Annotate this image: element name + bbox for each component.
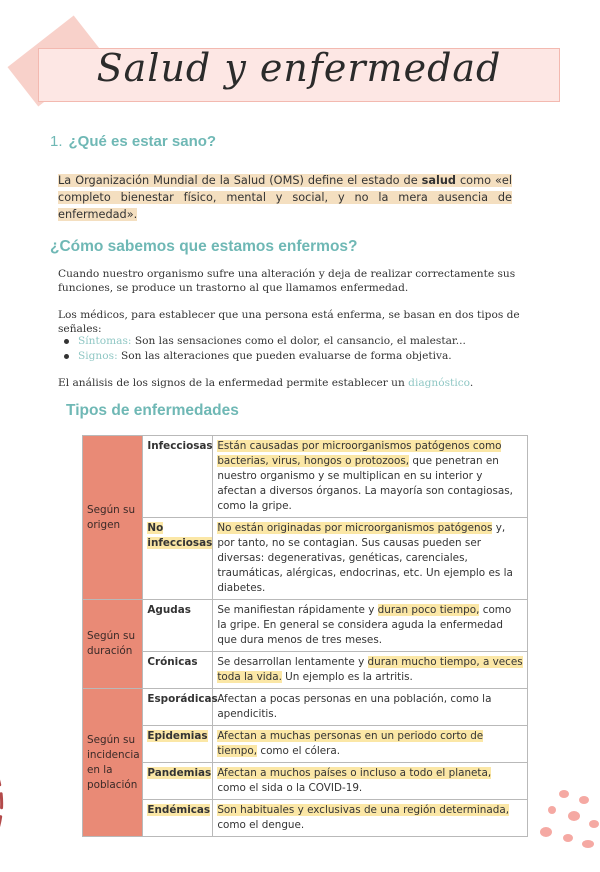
type-name [143,763,213,800]
type-name [143,518,213,600]
list-text: Son las sensaciones como el dolor, el cansancio, el malestar... [131,335,466,347]
category-duracion: Según su duración [83,600,143,689]
description-text: y, por tanto, no se contagian. Sus causas pueden ser diversas: degenerativas, genéticas, carenciales, traumáticas, alérgicas, endocrinas, etc. Un ejemplo es la diabetes. [217,522,513,594]
table-row [83,600,528,652]
highlighted-text: Afectan a muchos países o incluso a todo el planeta, [217,767,492,779]
diagnostico-text: El análisis de los signos de la enfermedad permite establecer un [58,377,409,389]
list-item [62,334,466,349]
signals-list [62,334,466,364]
description-text: que penetran en nuestro organismo y se multiplican en su interior y afectan a diversos órganos. La mayoría son contagiosas, como la gripe. [217,455,513,512]
type-description [213,800,528,837]
description-text: como el sida o la COVID-19. [217,782,363,794]
section-title: ¿Qué es estar sano? [68,133,217,150]
disease-types-table [82,435,528,837]
list-text: Son las alteraciones que pueden evaluarse de forma objetiva. [117,350,452,362]
type-description [213,763,528,800]
category-incidencia: Según su incidencia en la población [83,689,143,837]
type-description [213,600,528,652]
type-description [213,518,528,600]
table-row [83,436,528,518]
list-term: Signos: [78,350,118,362]
type-description: Afectan a pocas personas en una población, como la apendicitis. [213,689,528,726]
table-row [83,689,528,726]
type-name [143,800,213,837]
highlighted-text: Endémicas [147,804,211,816]
diagnostico-term: diagnóstico [408,377,470,389]
type-name: Infecciosas [143,436,213,518]
highlighted-text: Son habituales y exclusivas de una región determinada, [217,804,510,816]
category-origen: Según su origen [83,436,143,600]
type-name: Crónicas [143,652,213,689]
highlighted-text: duran poco tiempo, [377,604,480,616]
table-row [83,652,528,689]
list-term: Síntomas: [78,335,132,347]
table-row [83,763,528,800]
diagnostico-end: . [469,377,474,389]
section-number: 1. [50,133,63,150]
table-row [83,800,528,837]
decorative-arc [0,712,50,872]
highlighted-text: Pandemias [147,767,212,779]
paragraph-senales: Los médicos, para establecer que una persona está enferma, se basan en dos tipos de señales: [58,309,520,335]
description-text: como el cólera. [257,745,341,757]
type-description [213,652,528,689]
section-heading-2: ¿Cómo sabemos que estamos enfermos? [50,238,358,255]
table-row [83,726,528,763]
highlighted-text: duran mucho tiempo, a veces toda la vida. [217,656,523,683]
page-title: Salud y enfermedad [96,46,502,90]
type-description [213,436,528,518]
definition-text: La Organización Mundial de la Salud (OMS) define el estado de [58,174,422,187]
description-text: Un ejemplo es la artritis. [281,671,413,683]
section-heading-1 [50,133,216,150]
bullet-icon [64,354,69,359]
paragraph-diagnostico [58,376,528,390]
highlighted-text: No infecciosas [147,522,213,549]
section-heading-3: Tipos de enfermedades [66,402,239,419]
highlighted-text: No están originadas por microorganismos patógenos [217,522,493,534]
highlighted-text: Epidemias [147,730,208,742]
description-text: como la gripe. En general se considera aguda la enfermedad que dura menos de tres meses. [217,604,512,646]
definition-text-end: como «el completo bienestar físico, mental y social, y no la mera ausencia de enfermedad». [58,174,512,221]
bullet-icon [64,339,69,344]
description-text: Se manifiestan rápidamente y [217,604,378,616]
type-name [143,726,213,763]
definition-bold: salud [421,174,456,187]
type-name: Esporádicas [143,689,213,726]
description-text: Se desarrollan lentamente y [217,656,368,668]
table-row [83,518,528,600]
type-name: Agudas [143,600,213,652]
decorative-dots [530,780,600,848]
list-item [62,349,466,364]
description-text: como el dengue. [217,819,305,831]
highlighted-text: Afectan a muchas personas en un periodo corto de tiempo, [217,730,484,757]
paragraph-trastorno: Cuando nuestro organismo sufre una alteración y deja de realizar correctamente sus funciones, se produce un trastorno al que llamamos enfermedad. [58,268,516,294]
highlighted-text: Están causadas por microorganismos patógenos como bacterias, virus, hongos o protozoos, [217,440,502,467]
type-description [213,726,528,763]
health-definition [58,172,512,223]
